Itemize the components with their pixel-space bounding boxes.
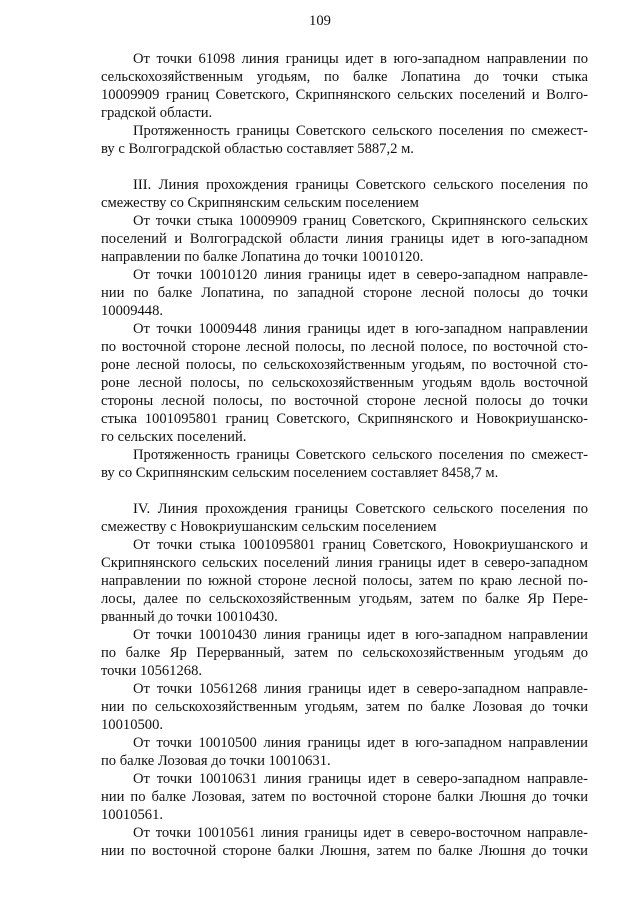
text-line: поселений и Волгоградской области линия границы идет в юго-западном <box>101 231 588 247</box>
text-line: Протяженность границы Советского сельского поселения по смежест- <box>133 123 588 139</box>
text-line: IV. Линия прохождения границы Советского сельского поселения по <box>133 501 588 517</box>
text-line: стороны лесной полосы, по восточной стороне лесной полосы до точки <box>101 393 588 409</box>
text-line: 10010561. <box>101 807 164 823</box>
text-line: направлении по балке Лопатина до точки 10010120. <box>101 249 424 265</box>
text-line: по восточной стороне лесной полосы, по лесной полосе, по восточной сто- <box>101 339 588 355</box>
text-line: От точки 10010430 линия границы идет в юго-западном направлении <box>133 627 588 643</box>
text-line: рванный до точки 10010430. <box>101 609 278 625</box>
text-line: по балке Лозовая до точки 10010631. <box>101 753 331 769</box>
text-line: От точки 10010561 линия границы идет в северо-восточном направле- <box>133 825 588 841</box>
text-line: От точки 10010500 линия границы идет в юго-западном направлении <box>133 735 588 751</box>
text-line: лосы, далее по сельскохозяйственным угодьям, затем по балке Яр Пере- <box>101 591 588 607</box>
text-line: нии по балке Лозовая, затем по восточной стороне балки Люшня до точки <box>101 789 588 805</box>
text-line: роне лесной полосы, по сельскохозяйственным угодьям, по восточной сто- <box>101 357 588 373</box>
text-line: От точки 61098 линия границы идет в юго-западном направлении по <box>133 51 588 67</box>
text-line: Скрипнянского сельских поселений линия границы идет в северо-западном <box>101 555 588 571</box>
text-line: градской области. <box>101 105 213 121</box>
text-line: Протяженность границы Советского сельского поселения по смежест- <box>133 447 588 463</box>
text-line: ву со Скрипнянским сельским поселением составляет 8458,7 м. <box>101 465 499 481</box>
text-line: по балке Яр Перерванный, затем по сельскохозяйственным угодьям до <box>101 645 588 661</box>
text-line: III. Линия прохождения границы Советского сельского поселения по <box>133 177 588 193</box>
text-line: 10009909 границ Советского, Скрипнянского сельских поселений и Волго- <box>101 87 588 103</box>
page-number: 109 <box>309 13 331 29</box>
text-line: От точки 10010631 линия границы идет в северо-западном направле- <box>133 771 588 787</box>
text-line: нии по сельскохозяйственным угодьям, затем по балке Лозовая до точки <box>101 699 588 715</box>
text-line: От точки 10010120 линия границы идет в северо-западном направле- <box>133 267 588 283</box>
text-line: От точки 10561268 линия границы идет в северо-западном направле- <box>133 681 588 697</box>
text-line: От точки стыка 1001095801 границ Советского, Новокриушанского и <box>133 537 588 553</box>
text-line: смежеству с Новокриушанским сельским поселением <box>101 519 437 535</box>
text-line: го сельских поселений. <box>101 429 247 445</box>
text-line: От точки 10009448 линия границы идет в юго-западном направлении <box>133 321 588 337</box>
text-line: стыка 1001095801 границ Советского, Скрипнянского и Новокриушанско- <box>101 411 588 427</box>
text-line: нии по балке Лопатина, по западной стороне лесной полосы до точки <box>101 285 588 301</box>
text-line: смежеству со Скрипнянским сельским поселением <box>101 195 419 211</box>
text-line: направлении по южной стороне лесной полосы, затем по краю лесной по- <box>101 573 588 589</box>
text-line: 10009448. <box>101 303 164 319</box>
text-line: нии по восточной стороне балки Люшня, затем по балке Люшня до точки <box>101 843 588 859</box>
text-line: роне лесной полосы, по сельскохозяйственным угодьям вдоль восточной <box>101 375 588 391</box>
text-line: ву с Волгоградской областью составляет 5887,2 м. <box>101 141 414 157</box>
text-line: сельскохозяйственным угодьям, по балке Лопатина до точки стыка <box>101 69 588 85</box>
text-line: 10010500. <box>101 717 164 733</box>
text-line: точки 10561268. <box>101 663 203 679</box>
text-line: От точки стыка 10009909 границ Советского, Скрипнянского сельских <box>133 213 588 229</box>
